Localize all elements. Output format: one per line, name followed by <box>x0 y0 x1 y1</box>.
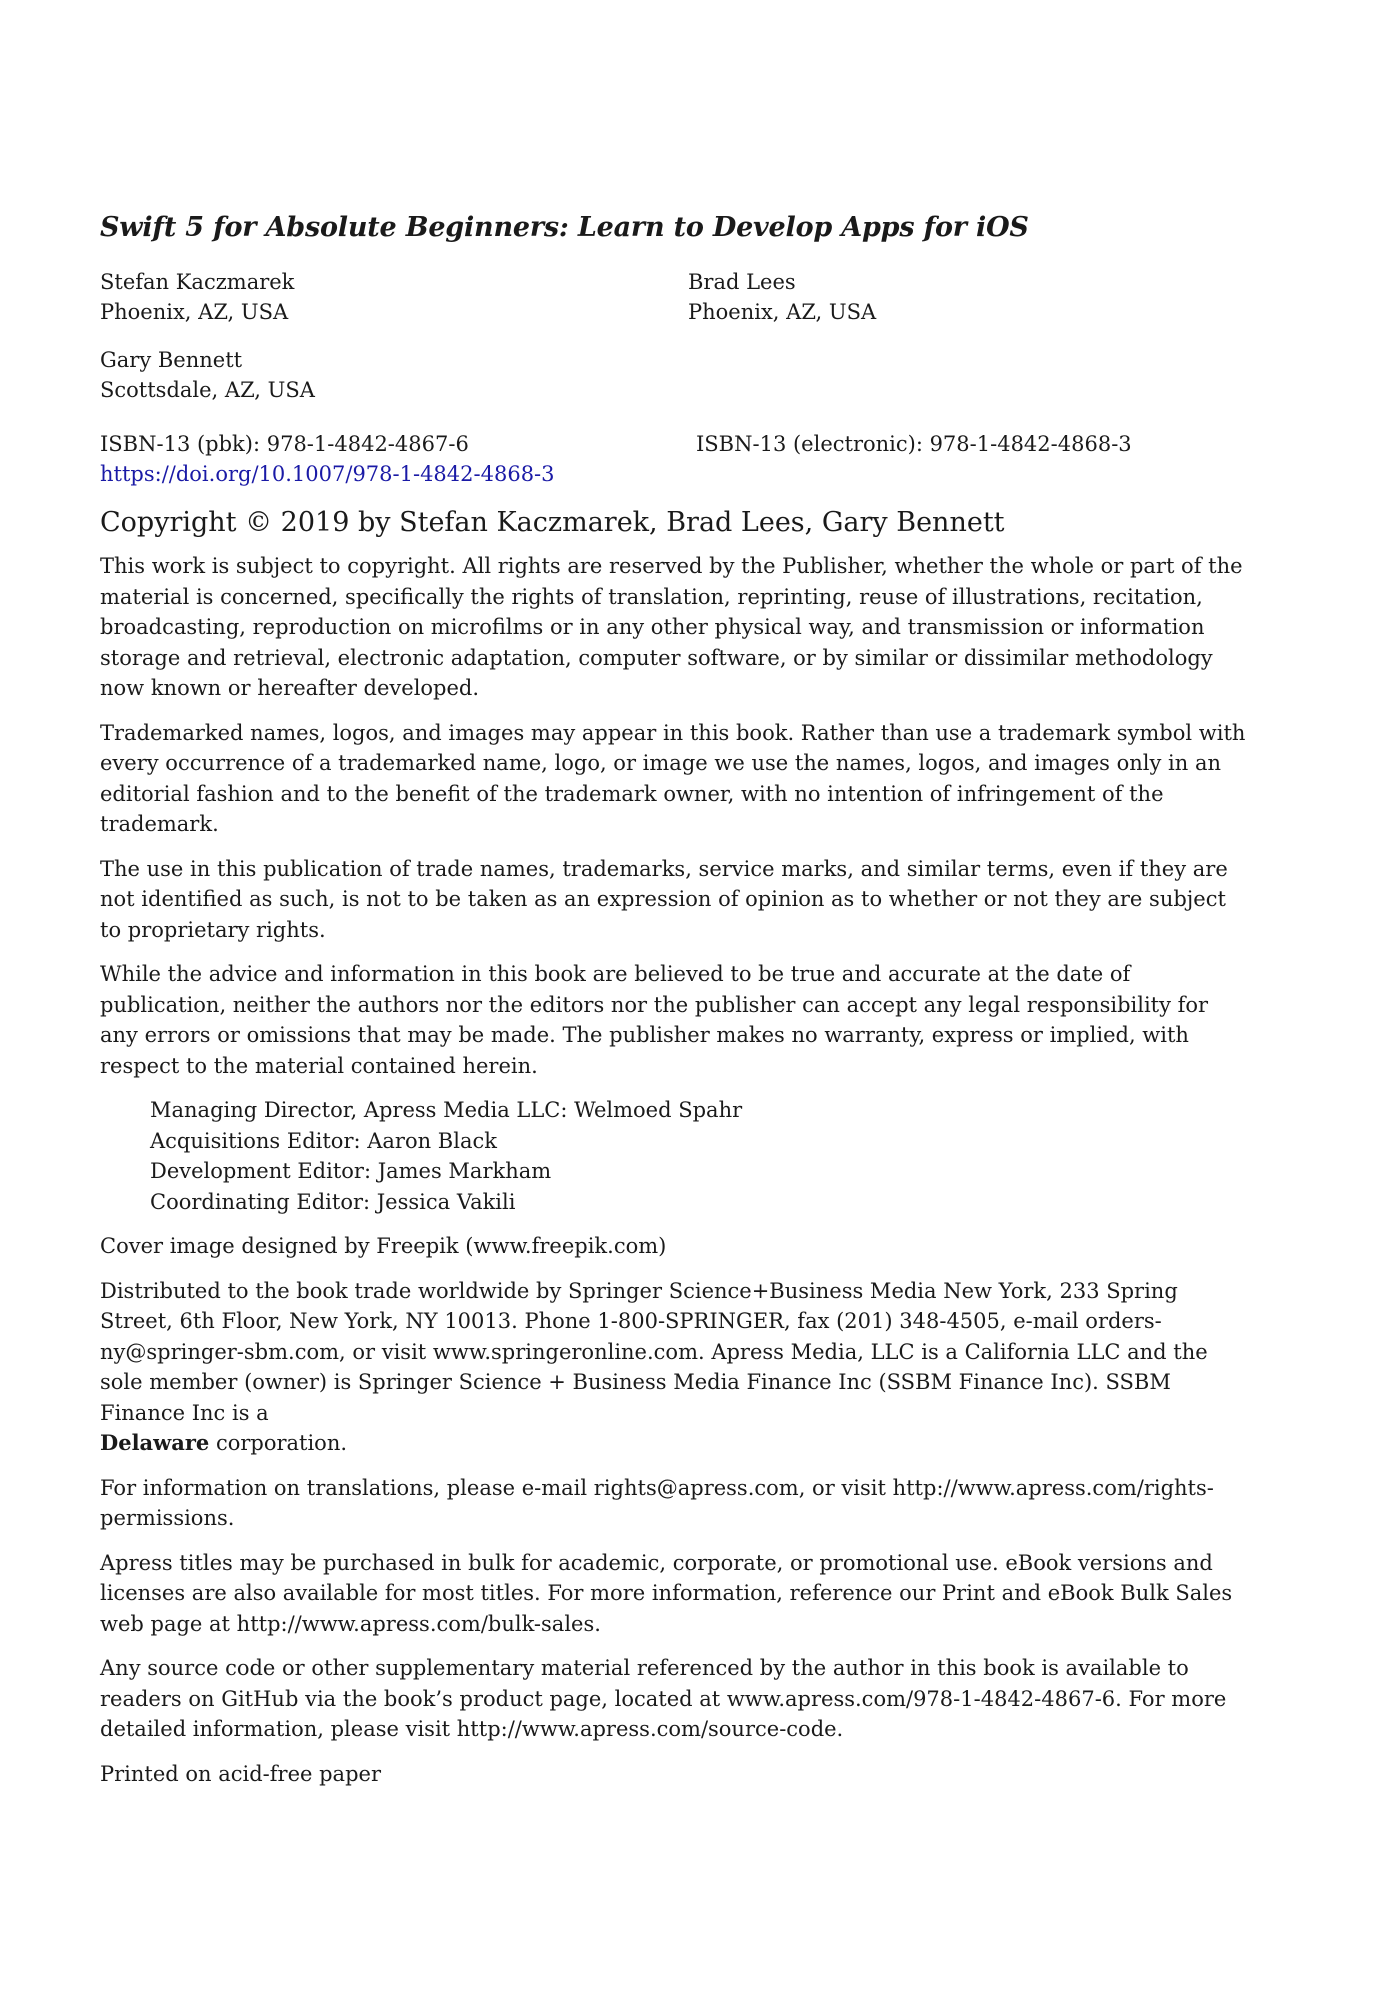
copyright-line: Copyright © 2019 by Stefan Kaczmarek, Brad Lees, Gary Bennett <box>100 507 1005 538</box>
disclaimer-paragraph: While the advice and information in this book are believed to be true and accurate at the date of publication, neither the authors nor the editors nor the publisher can accept any legal responsibility for any errors or omissions that may be made. The publisher makes no warranty, express or implied, with respect to the material contained herein. <box>100 962 1209 1078</box>
translations-paragraph: For information on translations, please e-mail rights@apress.com, or visit http://www.apress.com/rights-permissions. <box>100 1475 1214 1530</box>
credit-line: Coordinating Editor: Jessica Vakili <box>150 1189 516 1214</box>
isbn-block <box>100 429 1260 491</box>
author-name: Stefan Kaczmarek <box>100 270 295 294</box>
source-code-paragraph: Any source code or other supplementary material referenced by the author in this book is available to readers on GitHub via the book’s product page, located at www.apress.com/978-1-4842-4867-6. For more detailed information, please visit http://www.apress.com/source-code. <box>100 1656 1227 1741</box>
credit-line: Acquisitions Editor: Aaron Black <box>150 1128 497 1153</box>
bulk-sales-paragraph: Apress titles may be purchased in bulk for academic, corporate, or promotional use. eBook versions and licenses are also available for most titles. For more information, reference our Print and eBook Bulk Sales web page at http://www.apress.com/bulk-sales. <box>100 1550 1233 1636</box>
isbn-pbk: ISBN-13 (pbk): 978-1-4842-4867-6 <box>100 432 469 456</box>
author-block <box>100 345 315 405</box>
author-location: Phoenix, AZ, USA <box>688 300 877 324</box>
author-location: Scottsdale, AZ, USA <box>100 378 315 402</box>
author-block <box>688 267 876 327</box>
cover-credit: Cover image designed by Freepik (www.freepik.com) <box>100 1234 667 1258</box>
trademark-paragraph: Trademarked names, logos, and images may appear in this book. Rather than use a trademark symbol with every occurrence of a trademarked name, logo, or image we use the names, logos, and images only in an editorial fashion and to the benefit of the trademark owner, with no intention of infringement of the trademark. <box>100 720 1246 836</box>
delaware-bold: Delaware <box>100 1430 210 1455</box>
rights-paragraph: This work is subject to copyright. All rights are reserved by the Publisher, whether the whole or part of the material is concerned, specifically the rights of translation, reprinting, reuse of illustrations, recitation, broadcasting, reproduction on microfilms or in any other physical way, and transmission or information storage and retrieval, electronic adaptation, computer software, or by similar or dissimilar methodology now known or hereafter developed. <box>100 554 1243 700</box>
author-location: Phoenix, AZ, USA <box>100 300 289 324</box>
isbn-electronic: ISBN-13 (electronic): 978-1-4842-4868-3 <box>696 432 1132 456</box>
credit-line: Managing Director, Apress Media LLC: Welmoed Spahr <box>150 1098 743 1122</box>
distribution-paragraph <box>100 1276 1250 1459</box>
printed-note: Printed on acid-free paper <box>100 1761 381 1786</box>
credits-list <box>150 1095 1260 1217</box>
author-name: Brad Lees <box>688 270 796 294</box>
book-title: Swift 5 for Absolute Beginners: Learn to Develop Apps for iOS <box>100 212 1029 243</box>
trade-names-paragraph: The use in this publication of trade names, trademarks, service marks, and similar terms, even if they are not identified as such, is not to be taken as an expression of opinion as to whether or not they are subject to proprietary rights. <box>100 856 1228 942</box>
author-name: Gary Bennett <box>100 348 243 372</box>
author-block <box>100 267 294 327</box>
credit-line: Development Editor: James Markham <box>150 1159 552 1183</box>
copyright-page <box>100 212 1260 1803</box>
doi-link[interactable]: https://doi.org/10.1007/978-1-4842-4868-3 <box>100 462 555 486</box>
distribution-tail: corporation. <box>209 1431 348 1455</box>
distribution-text: Distributed to the book trade worldwide by Springer Science+Business Media New York, 233 Spring Street, 6th Floor, New York, NY 10013. Phone 1-800-SPRINGER, fax (201) 348-4505, e-mail orders-ny@springer-sbm.com, or visit www.springeronline.com. Apress Media, LLC is a California LLC and the sole member (owner) is Springer Science + Business Media Finance Inc (SSBM Finance Inc). SSBM Finance Inc is a <box>100 1278 1208 1425</box>
